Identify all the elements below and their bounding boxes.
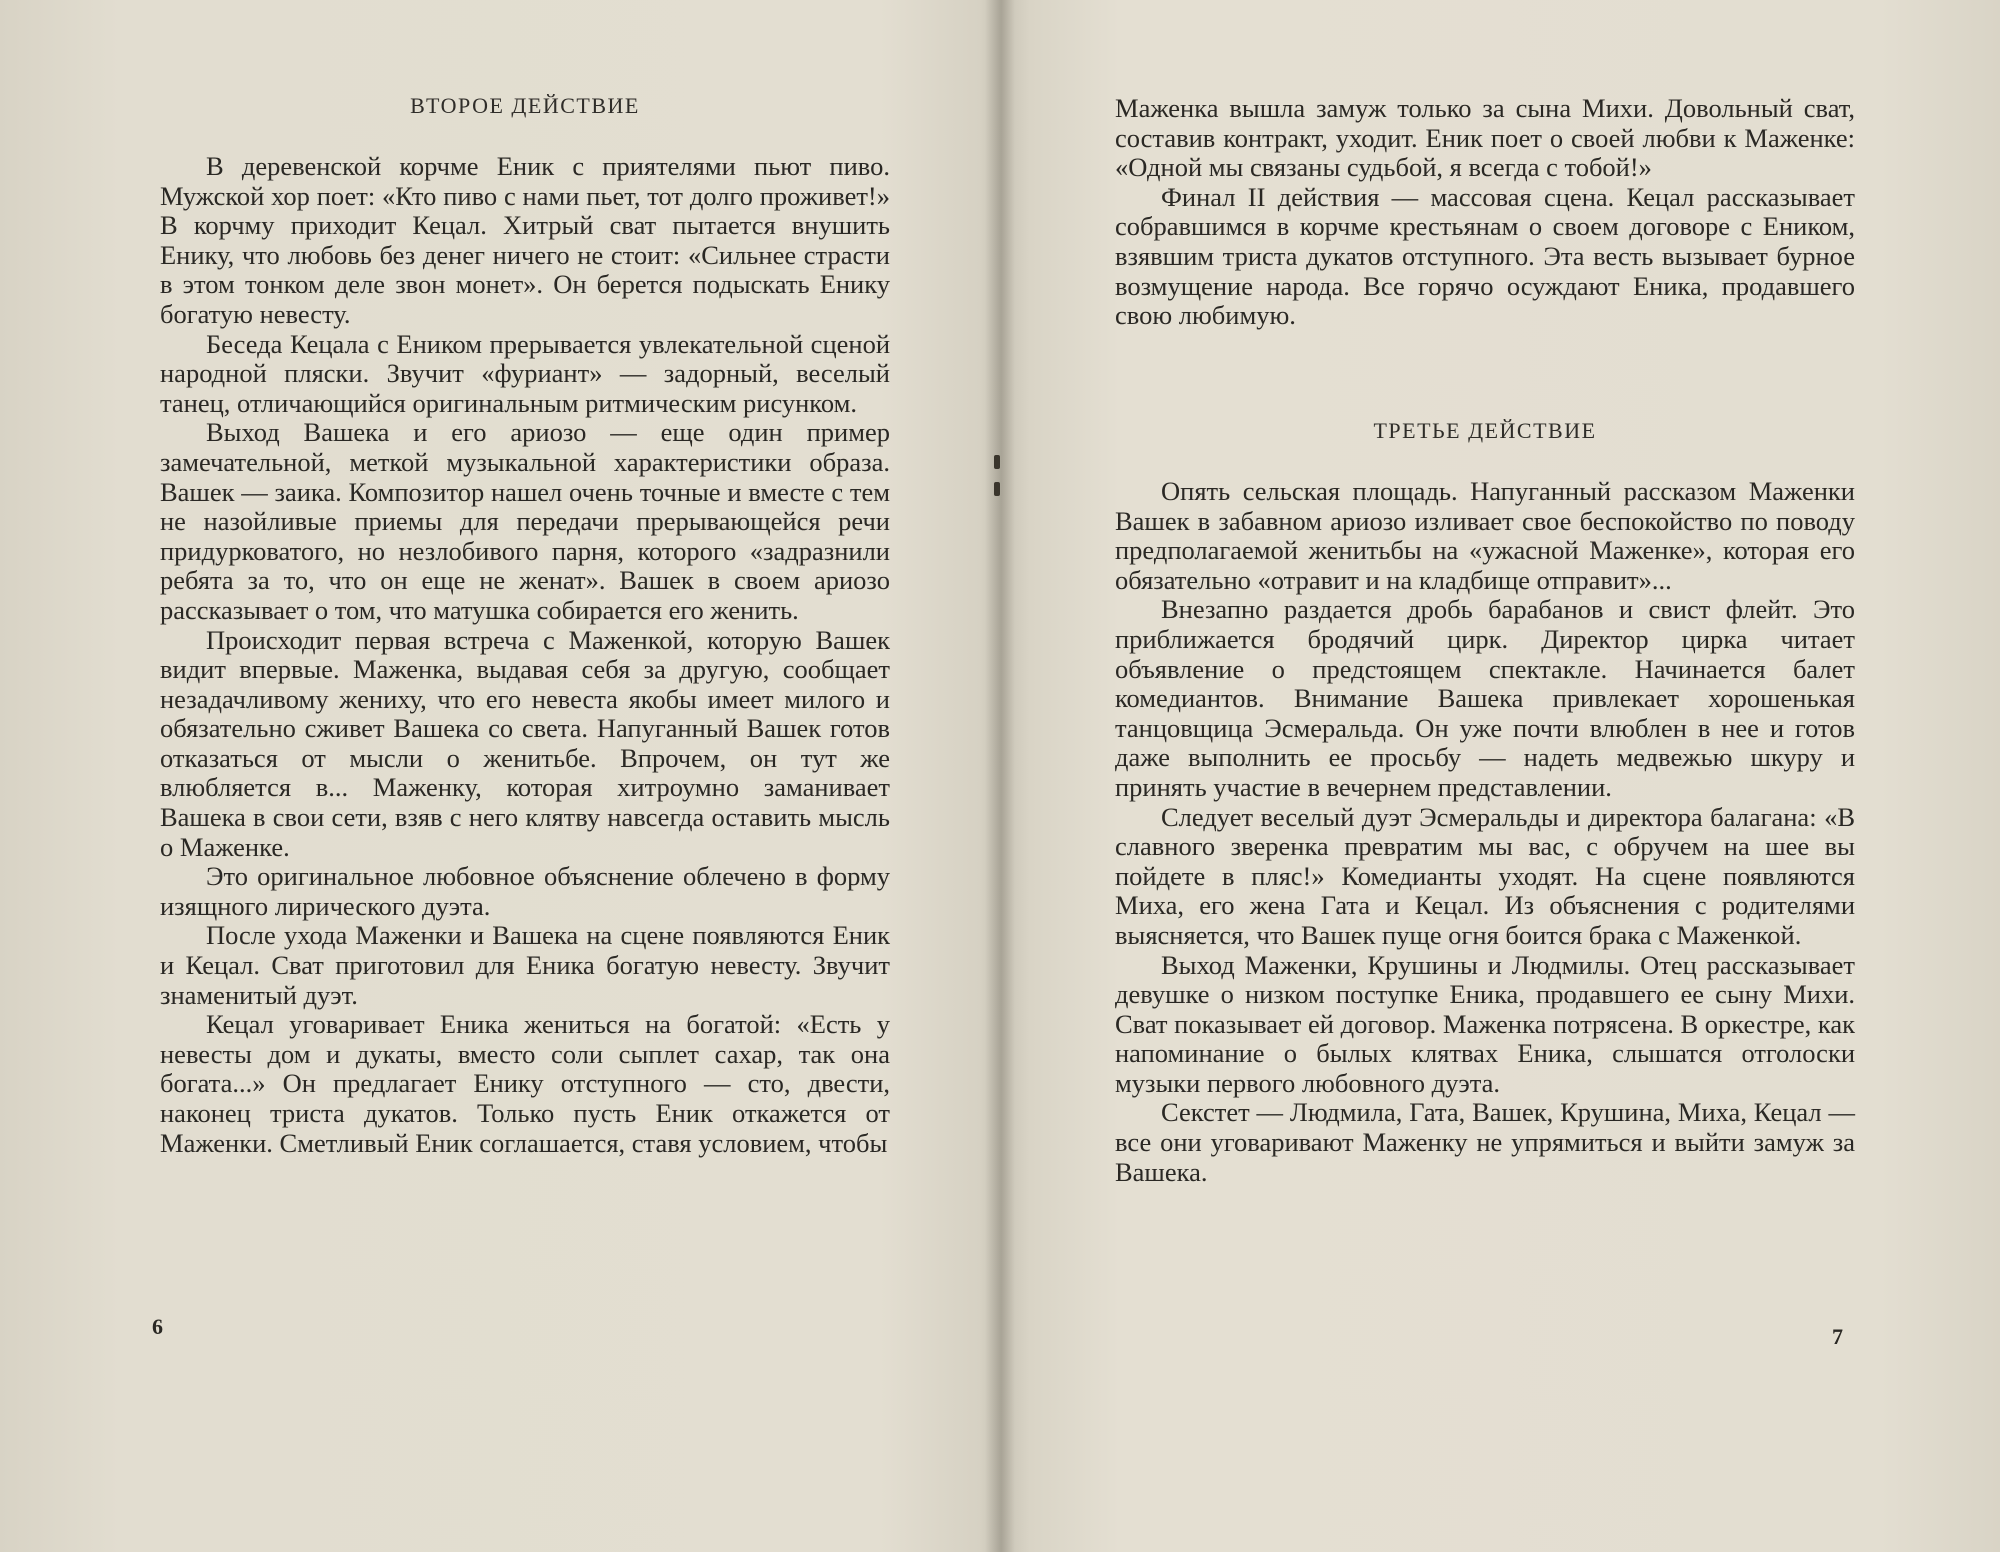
paragraph: Это оригинальное любовное объяснение облечено в форму изящного лирического дуэта. xyxy=(160,861,890,921)
paragraph: Выход Маженки, Крушины и Людмилы. Отец рассказывает девушке о низком поступке Еника, продавшего ее сыну Михи. Сват показывает ей договор. Маженка потрясена. В оркестре, как напоминание о былых клятвах Еника, слышатся отголоски музыки первого любовного дуэта. xyxy=(1115,949,1855,1098)
binding-staple xyxy=(994,455,1000,469)
paragraph: Секстет — Людмила, Гата, Вашек, Крушина, Миха, Кецал — все они уговаривают Маженку не упрямиться и выйти замуж за Вашека. xyxy=(1115,1097,1855,1187)
paragraph: После ухода Маженки и Вашека на сцене появляются Еник и Кецал. Сват приготовил для Еника богатую невесту. Звучит знаменитый дуэт. xyxy=(160,920,890,1010)
right-page-bottom-body xyxy=(1115,477,1855,1187)
page-number: 7 xyxy=(1832,1324,1843,1349)
paragraph: В деревенской корчме Еник с приятелями пьют пиво. Мужской хор поет: «Кто пиво с нами пьет, тот долго проживет!» В корчму приходит Кецал. Хитрый сват пытается внушить Енику, что любовь без денег ничего не стоит: «Сильнее страсти в этом тонком деле звон монет». Он берется подыскать Енику богатую невесту. xyxy=(160,151,890,329)
paragraph: Маженка вышла замуж только за сына Михи. Довольный сват, составив контракт, уходит. Еник поет о своей любви к Маженке: «Одной мы связаны судьбой, я всегда с тобой!» xyxy=(1115,93,1855,183)
paragraph: Выход Вашека и его ариозо — еще один пример замечательной, меткой музыкальной характеристики образа. Вашек — заика. Композитор нашел очень точные и вместе с тем не назойливые приемы для передачи прерывающейся речи придурковатого, но незлобивого парня, которого «задразнили ребята за то, что он еще не женат». Вашек в своем ариозо рассказывает о том, что матушка собирается его женить. xyxy=(160,417,890,625)
right-page xyxy=(1010,0,2000,1552)
left-page-body xyxy=(160,152,890,1158)
paragraph: Финал II действия — массовая сцена. Кецал рассказывает собравшимся в корчме крестьянам о своем договоре с Еником, взявшим триста дукатов отступного. Эта весть вызывает бурное возмущение народа. Все горячо осуждают Еника, продавшего свою любимую. xyxy=(1115,181,1855,331)
paragraph: Беседа Кецала с Еником прерывается увлекательной сценой народной пляски. Звучит «фуриант» — задорный, веселый танец, отличающийся оригинальным ритмическим рисунком. xyxy=(160,328,890,418)
paragraph: Следует веселый дуэт Эсмеральды и директора балагана: «В славного зверенка превратим мы вас, с обручем на шее вы пойдете в пляс!» Комедианты уходят. На сцене появляются Миха, его жена Гата и Кецал. Из объяснения с родителями выясняется, что Вашек пуще огня боится брака с Маженкой. xyxy=(1115,801,1855,950)
page-number: 6 xyxy=(152,1314,163,1339)
paragraph: Опять сельская площадь. Напуганный рассказом Маженки Вашек в забавном ариозо изливает свое беспокойство по поводу предполагаемой женитьбы на «ужасной Маженке», которая его обязательно «отравит и на кладбище отправит»... xyxy=(1115,476,1855,595)
paragraph: Происходит первая встреча с Маженкой, которую Вашек видит впервые. Маженка, выдавая себя за другую, сообщает незадачливому жениху, что его невеста якобы имеет милого и обязательно сживет Вашека со света. Напуганный Вашек готов отказаться от мысли о женитьбе. Впрочем, он тут же влюбляется в... Маженку, которая хитроумно заманивает Вашека в свои сети, взяв с него клятву навсегда оставить мысль о Маженке. xyxy=(160,624,890,862)
section-heading: ВТОРОЕ ДЕЙСТВИЕ xyxy=(410,93,640,118)
section-heading: ТРЕТЬЕ ДЕЙСТВИЕ xyxy=(1373,418,1597,443)
right-page-top-body xyxy=(1115,94,1855,331)
paragraph: Внезапно раздается дробь барабанов и свист флейт. Это приближается бродячий цирк. Директор цирка читает объявление о предстоящем спектакле. Начинается балет комедиантов. Внимание Вашека привлекает хорошенькая танцовщица Эсмеральда. Он уже почти влюблен в нее и готов даже выполнить ее просьбу — надеть медвежью шкуру и принять участие в вечернем представлении. xyxy=(1115,594,1855,802)
left-page xyxy=(0,0,990,1552)
binding-staple xyxy=(994,482,1000,496)
paragraph: Кецал уговаривает Еника жениться на богатой: «Есть у невесты дом и дукаты, вместо соли сыплет сахар, так она богата...» Он предлагает Енику отступного — сто, двести, наконец триста дукатов. Только пусть Еник откажется от Маженки. Сметливый Еник соглашается, ставя условием, чтобы xyxy=(160,1009,890,1158)
